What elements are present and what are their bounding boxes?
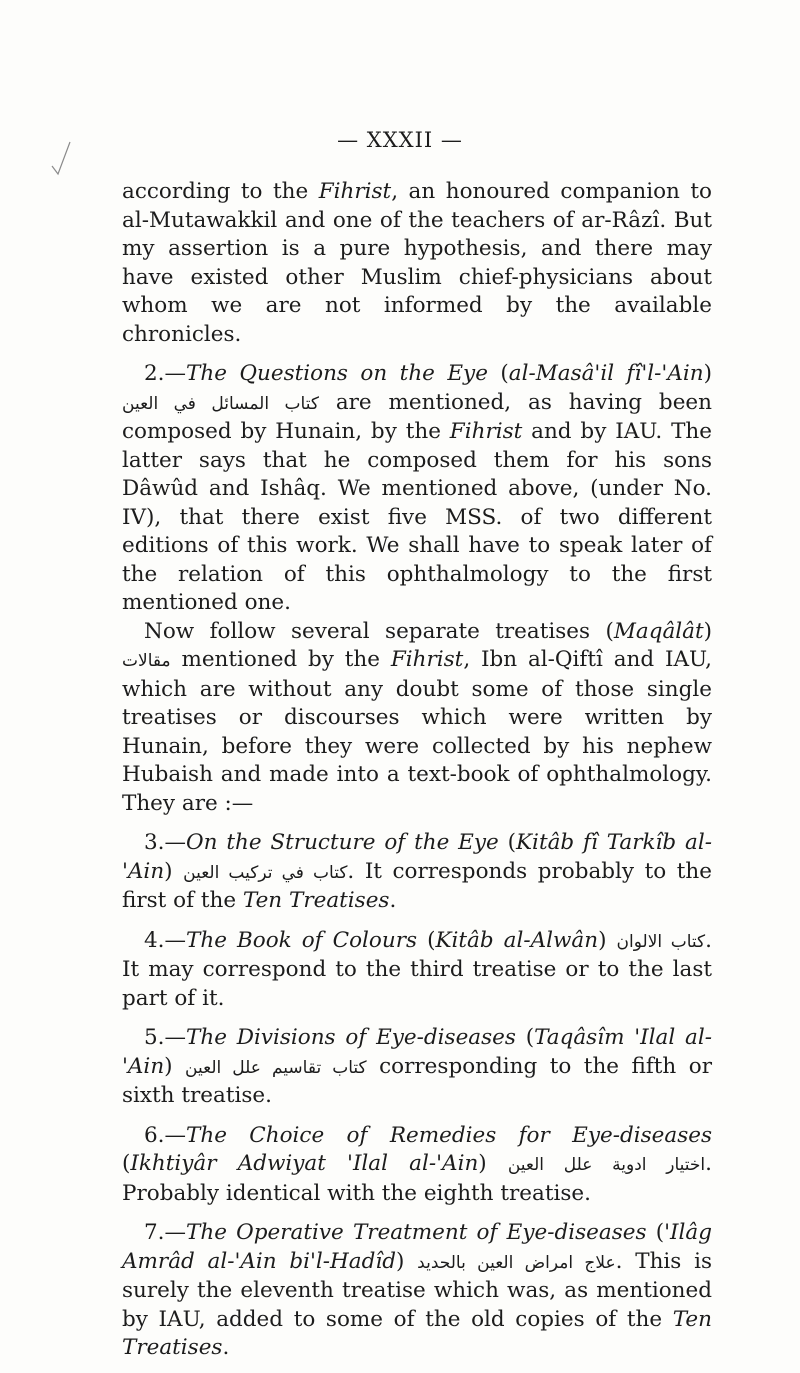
arabic-title: علاج امراض العين بالحديد xyxy=(417,1252,616,1273)
item-title: The Book of Colours xyxy=(186,927,418,953)
item-title: The Operative Treatment of Eye-diseases xyxy=(186,1220,647,1245)
pencil-check-mark xyxy=(50,138,72,178)
transliteration: Kitâb al-Alwân xyxy=(435,927,599,953)
paragraph-separate-treatises: Now follow several separate treatises (Maqâlât) مقالات mentioned by the Fihrist, Ibn al-Qiftî and IAU, which are without any doubt some of those single treatises or discourses which were written by Hunain, before they were collected by his nephew Hubaish and made into a text-book of ophthalmology. They are :— xyxy=(122,618,712,816)
item-2-questions-on-the-eye: 2.—The Questions on the Eye (al-Masâ'il fî'l-'Ain) كتاب المسائل في العين are mentioned, as having been composed by Hunain, by the Fihrist and by IAU. The latter says that he composed them for his sons Dâwûd and Ishâq. We mentioned above, (under No. IV), that there exist five MSS. of two different editions of this work. We shall have to speak later of the relation of this ophthalmology to the first mentioned one. xyxy=(122,361,712,615)
page-number-header: — XXXII — xyxy=(337,128,463,152)
transliteration: Maqâlât xyxy=(613,618,704,644)
item-5-divisions-of-eye-diseases: 5.—The Divisions of Eye-diseases (Taqâsîm 'Ilal al-'Ain) كتاب تقاسيم علل العين corresponding to the fifth or sixth treatise. xyxy=(122,1025,712,1108)
item-title: On the Structure of the Eye xyxy=(186,830,499,855)
transliteration: Kitâb fî Tarkîb al-'Ain xyxy=(122,830,712,884)
transliteration: 'Ilâg Amrâd al-'Ain bi'l-Hadîd xyxy=(122,1220,712,1274)
item-4-book-of-colours: 4.—The Book of Colours (Kitâb al-Alwân) كتاب الالوان. It may correspond to the third treatise or to the last part of it. xyxy=(122,927,712,1011)
transliteration: Ikhtiyâr Adwiyat 'Ilal al-'Ain xyxy=(130,1151,479,1176)
transliteration: Taqâsîm 'Ilal al-'Ain xyxy=(122,1025,712,1079)
item-7-operative-treatment: 7.—The Operative Treatment of Eye-diseases ('Ilâg Amrâd al-'Ain bi'l-Hadîd) علاج امراض العين بالحديد. This is surely the eleventh treatise which was, as mentioned by IAU, added to some of the old copies of the Ten Treatises. xyxy=(122,1220,712,1360)
arabic-title: اختيار ادوية علل العين xyxy=(507,1155,706,1175)
item-6-choice-of-remedies: 6.—The Choice of Remedies for Eye-diseases (Ikhtiyâr Adwiyat 'Ilal al-'Ain) اختيار ادوية علل العين. Probably identical with the eighth treatise. xyxy=(122,1122,712,1206)
item-title: The Choice of Remedies for Eye-diseases xyxy=(186,1122,712,1148)
arabic-title: كتاب في تركيب العين xyxy=(183,862,348,883)
item-title: The Divisions of Eye-diseases xyxy=(186,1025,516,1050)
arabic-title: كتاب تقاسيم علل العين xyxy=(185,1057,367,1078)
arabic-title: مقالات xyxy=(122,651,171,671)
body-text xyxy=(122,178,712,1363)
arabic-title: كتاب المسائل في العين xyxy=(122,393,319,414)
transliteration: al-Masâ'il fî'l-'Ain xyxy=(508,361,704,386)
item-3-structure-of-the-eye: 3.—On the Structure of the Eye (Kitâb fî Tarkîb al-'Ain) كتاب في تركيب العين. It corresponds probably to the first of the Ten Treatises. xyxy=(122,830,712,913)
paragraph-intro: according to the Fihrist, an honoured companion to al-Mutawakkil and one of the teachers of ar-Râzî. But my assertion is a pure hypothesis, and there may have existed other Muslim chief-physicians about whom we are not informed by the available chronicles. xyxy=(122,179,712,347)
arabic-title: كتاب الالوان xyxy=(616,931,706,952)
item-title: The Questions on the Eye xyxy=(186,361,488,386)
